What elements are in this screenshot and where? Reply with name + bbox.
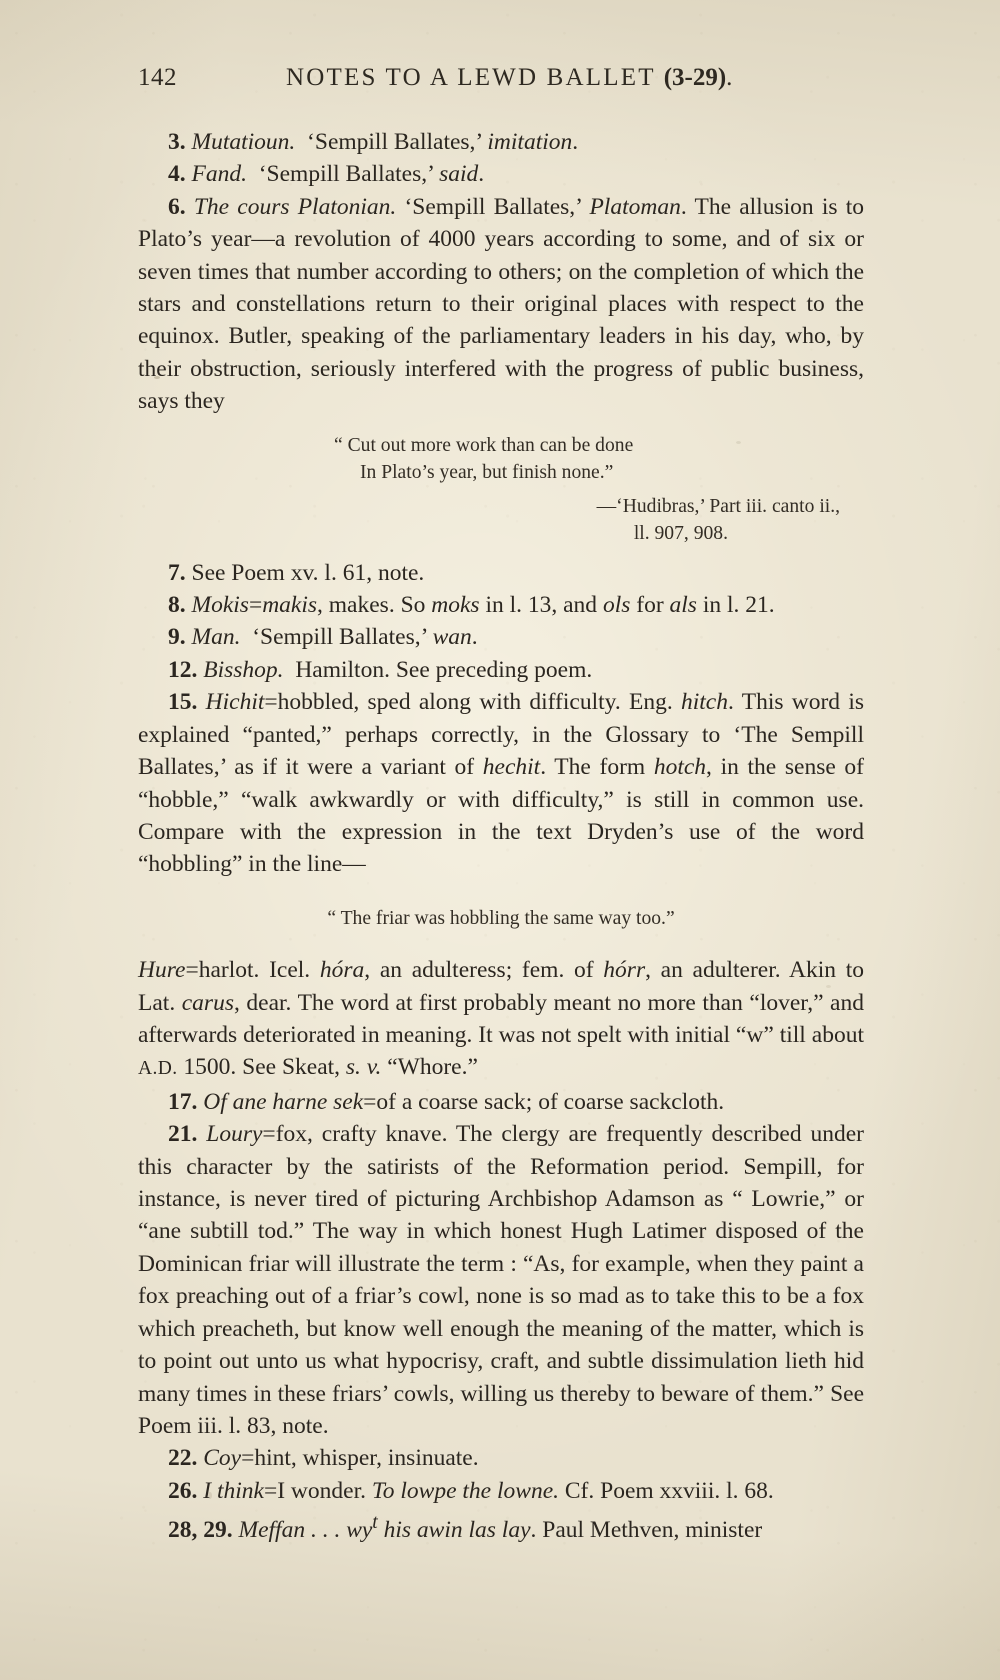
entry-tail-9: . — [471, 624, 478, 651]
equals-sign: = — [363, 1088, 377, 1115]
entry-source-6: ‘Sempill Ballates,’ — [396, 193, 590, 220]
entry-italic-8-1: moks — [431, 592, 480, 619]
entry-body-21: fox, crafty knave. The clergy are frequently described under this character by the satirists of the Reformation period. Sempill, for instance, is never tired of picturing Archbishop Adamson as “ Lowrie,” or “ane subtill tod.” The way in which honest Hugh Latimer disposed of the Dominican friar will illustrate the term : “As, for example, when they paint a fox preaching out of a friar’s cowl, none is so mad as to take this to be a fox which preacheth, but know well enough the meaning of the matter, which is to point out unto us what hypocrisy, craft, and subtle dissimulation lieth hid many times in these friars’ cowls, willing us thereby to beware of them.” See Poem iii. l. 83, note. — [138, 1121, 864, 1439]
entry-tail-4: . — [478, 161, 485, 188]
entry-text-hure-4: , dear. The word at first probably meant no more than “lover,” and afterwards deteriorated in meaning. It was not spelt with initial “w” till about — [138, 989, 864, 1049]
note-entry-15 — [138, 686, 864, 880]
entry-number-3: 3. — [168, 129, 186, 155]
note-entry-28-29 — [138, 1507, 864, 1546]
note-entry-21 — [138, 1118, 864, 1442]
entry-headword-17: Of ane harne sek — [203, 1088, 364, 1115]
text-column — [138, 58, 864, 1546]
entry-number-8: 8. — [168, 592, 186, 619]
entry-headword-3: Mutatioun. — [191, 129, 296, 155]
entry-italic-hure-2: hórr — [603, 957, 646, 984]
entry-headword-22: Coy — [203, 1445, 242, 1472]
entry-headword-15: Hichit — [205, 689, 265, 716]
entry-text-hure-2: , an adulteress; fem. of — [364, 957, 604, 984]
entry-gloss-3: imitation — [487, 129, 573, 155]
entry-gloss-4: said — [439, 161, 479, 188]
entry-number-26: 26. — [168, 1477, 198, 1504]
entry-number-9: 9. — [168, 624, 186, 651]
entry-body-22: hint, whisper, insinuate. — [254, 1445, 479, 1472]
entry-body-12: Hamilton. See preceding poem. — [295, 656, 593, 683]
entry-tail-3: . — [572, 129, 579, 155]
note-entry-hure — [138, 954, 864, 1086]
entry-body-17: of a coarse sack; of coarse sackcloth. — [376, 1088, 725, 1115]
entry-italic-8-3: als — [669, 592, 697, 619]
quote-line-dryden: “ The friar was hobbling the same way too.” — [327, 907, 675, 929]
quotation-dryden — [138, 905, 864, 933]
note-entry-8 — [138, 589, 864, 621]
entry-text-8-2: in l. 13, and — [479, 592, 603, 619]
note-entry-22 — [138, 1442, 864, 1474]
entry-headword-8a: Mokis — [191, 592, 249, 619]
entry-text-hure-5: 1500. See Skeat, — [177, 1054, 346, 1081]
entry-text-hure-3: , an adulterer. Akin to Lat. — [138, 957, 864, 1016]
entry-source-3: ‘Sempill Ballates,’ — [307, 129, 488, 155]
entry-number-4: 4. — [168, 161, 186, 188]
entry-superscript-28-29: t — [372, 1512, 378, 1534]
entry-headword-6: The cours Platonian. — [193, 193, 397, 220]
entry-text-15-2: . This word is explained “panted,” perhaps correctly, in the Glossary to ‘The Sempill Ballates,’ as if it were a variant of — [138, 689, 864, 781]
note-entry-26 — [138, 1475, 864, 1507]
running-head — [138, 58, 864, 104]
entry-number-21: 21. — [168, 1121, 198, 1148]
note-entry-9 — [138, 621, 864, 653]
note-entry-7 — [138, 557, 864, 589]
entry-body-28-29: . Paul Methven, minister — [530, 1516, 763, 1543]
attribution-line-1: —‘Hudibras,’ Part iii. canto ii., — [596, 495, 840, 517]
entry-number-15: 15. — [168, 689, 198, 716]
entry-italic-hure-1: hóra — [319, 957, 365, 984]
quote-line-1: “ Cut out more work than can be done — [334, 434, 634, 456]
note-entry-17 — [138, 1086, 864, 1118]
entry-italic-15-2: hechit — [482, 754, 541, 781]
entry-headword-28-29-b: his awin las lay — [377, 1516, 531, 1543]
entry-body-7: See Poem xv. l. 61, note. — [191, 559, 425, 586]
attribution-line-2: ll. 907, 908. — [633, 523, 728, 545]
equals-sign: = — [185, 957, 199, 984]
entry-text-8-3: for — [630, 592, 670, 619]
entry-headword-12: Bisshop. — [203, 656, 284, 683]
entry-italic-8-2: ols — [602, 592, 631, 619]
running-title-range: (3-29) — [663, 64, 727, 91]
note-entry-6 — [138, 191, 864, 418]
running-title — [286, 64, 735, 92]
entry-gloss-6: Platoman — [589, 193, 681, 220]
entry-text-26-1: I wonder. — [277, 1477, 372, 1504]
entry-headword-26: I think — [203, 1477, 264, 1504]
entry-text-hure-1: harlot. Icel. — [198, 957, 320, 984]
page-number: 142 — [138, 64, 177, 91]
entry-italic-hure-3: carus — [181, 989, 234, 1016]
entry-text-15-4: , in the sense of “hobble,” “walk awkwardly or with difficulty,” is still in common use. Compare with the expression in the text Dryden’s use of the word “hobbling” in the line— — [138, 754, 864, 878]
entry-gloss-9: wan — [432, 624, 472, 651]
entry-text-26-2: Cf. Poem xxviii. l. 68. — [559, 1477, 774, 1504]
entry-italic-15-1: hitch — [681, 689, 728, 716]
entry-body-6: . The allusion is to Plato’s year—a revolution of 4000 years according to some, and of six or seven times that number according to others; on the completion of which the stars and constellations return to their original places with respect to the equinox. Butler, speaking of the parliamentary leaders in his day, who, by their obstruction, seriously interfered with the progress of public business, says they — [138, 193, 864, 415]
note-entry-12 — [138, 654, 864, 686]
spacer — [138, 548, 864, 557]
note-entry-4 — [138, 158, 864, 190]
equals-sign: = — [262, 1121, 276, 1148]
equals-sign: = — [263, 1477, 278, 1504]
entry-text-hure-6: “Whore.” — [381, 1054, 478, 1081]
entry-number-28-29: 28, 29. — [168, 1516, 233, 1543]
entry-number-12: 12. — [168, 656, 198, 683]
entry-headword-9: Man. — [191, 624, 241, 651]
running-title-text: NOTES TO A LEWD BALLET — [286, 64, 656, 91]
entry-italic-hure-4: s. v. — [345, 1054, 382, 1081]
quotation-hudibras — [138, 432, 864, 487]
note-entry-3 — [138, 126, 864, 158]
entry-text-8-4: in l. 21. — [696, 592, 775, 619]
entry-headword-hure: Hure — [138, 957, 186, 984]
entry-headword-8b: makis — [262, 592, 318, 619]
entry-text-15-1: hobbled, sped along with difficulty. Eng. — [277, 689, 681, 716]
entry-italic-15-3: hotch — [653, 754, 707, 781]
entry-text-15-3: . The form — [540, 754, 654, 781]
entry-source-9: ‘Sempill Ballates,’ — [252, 624, 433, 651]
entry-text-8-1: , makes. So — [317, 592, 432, 619]
small-caps-ad: A.D. — [138, 1058, 178, 1080]
running-title-period: . — [726, 64, 735, 91]
entry-number-22: 22. — [168, 1445, 198, 1472]
equals-sign: = — [264, 689, 278, 716]
entry-headword-21: Loury — [206, 1121, 263, 1148]
entry-number-7: 7. — [168, 559, 186, 586]
equals-sign: = — [241, 1445, 255, 1472]
entry-number-6: 6. — [168, 193, 186, 220]
quote-line-2: In Plato’s year, but finish none.” — [360, 462, 614, 484]
entry-headword-4: Fand. — [191, 161, 247, 188]
entry-source-4: ‘Sempill Ballates,’ — [258, 161, 440, 188]
quotation-attribution-hudibras — [138, 493, 864, 548]
entry-italic-26-1: To lowpe the lowne. — [371, 1477, 559, 1504]
entry-headword-28-29-a: Meffan . . . wy — [238, 1516, 373, 1543]
entry-number-17: 17. — [168, 1088, 198, 1115]
equals-sign: = — [248, 592, 263, 619]
